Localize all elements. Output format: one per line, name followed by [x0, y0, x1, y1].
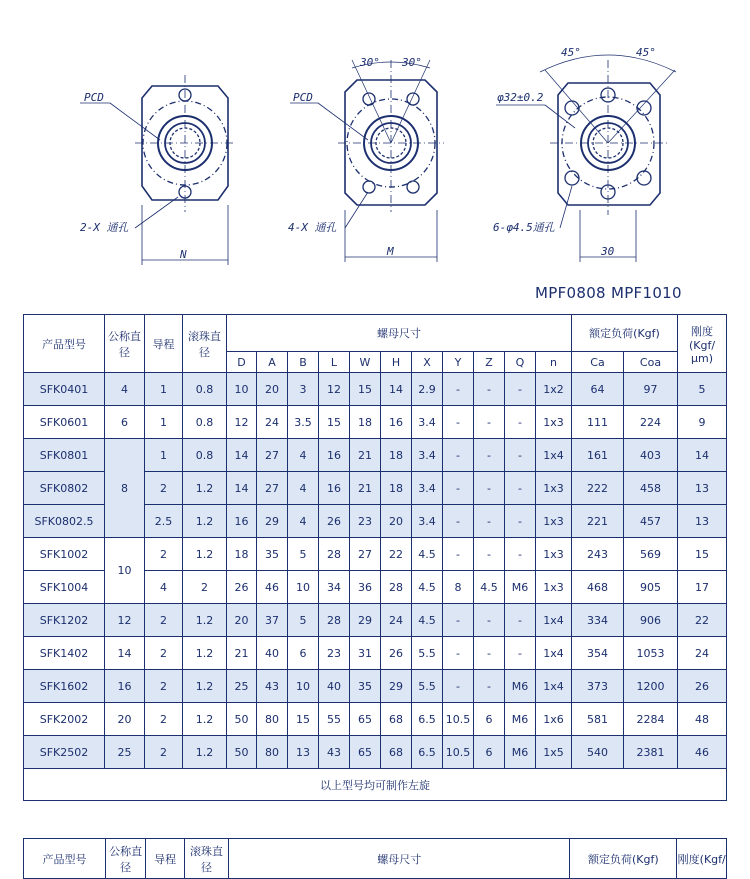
- dim-cell: 14: [227, 439, 257, 472]
- dim-cell: -: [443, 439, 474, 472]
- dim-cell: -: [443, 373, 474, 406]
- dim-cell: 1x3: [536, 505, 572, 538]
- dim-cell: -: [443, 538, 474, 571]
- model-caption: MPF0808 MPF1010: [535, 284, 682, 302]
- nominal-dia-cell: 20: [105, 703, 145, 736]
- header2-nut-dims: 螺母尺寸: [229, 839, 570, 879]
- dim-cell: 50: [227, 703, 257, 736]
- dim-cell: 21: [350, 439, 381, 472]
- dim-cell: -: [474, 604, 505, 637]
- lead-cell: 2: [145, 670, 183, 703]
- stiffness-cell: 17: [678, 571, 727, 604]
- model-cell: SFK1402: [24, 637, 105, 670]
- model-cell: SFK0802: [24, 472, 105, 505]
- dim-cell: M6: [505, 736, 536, 769]
- ball-dia-cell: 1.2: [183, 670, 227, 703]
- dim-cell: 457: [624, 505, 678, 538]
- dim-cell: -: [474, 406, 505, 439]
- table-row: [24, 373, 727, 406]
- dim-cell: 14: [381, 373, 412, 406]
- model-cell: SFK2002: [24, 703, 105, 736]
- subheader: W: [350, 352, 381, 373]
- header2-lead: 导程: [146, 839, 184, 879]
- dim-cell: 23: [350, 505, 381, 538]
- dim-cell: 5: [288, 538, 319, 571]
- lead-cell: 2: [145, 604, 183, 637]
- dim-cell: -: [474, 637, 505, 670]
- dim-cell: 27: [257, 439, 288, 472]
- dim-cell: 65: [350, 703, 381, 736]
- dim-cell: 1x3: [536, 538, 572, 571]
- dim-cell: M6: [505, 571, 536, 604]
- dim-cell: 6.5: [412, 736, 443, 769]
- dim-cell: M6: [505, 670, 536, 703]
- dim-cell: 80: [257, 736, 288, 769]
- dim-cell: M6: [505, 703, 536, 736]
- dim-cell: 1x3: [536, 406, 572, 439]
- table-row: [24, 538, 727, 571]
- dim-cell: -: [505, 472, 536, 505]
- dim-cell: 3.5: [288, 406, 319, 439]
- dim-cell: -: [443, 604, 474, 637]
- dim-cell: 68: [381, 703, 412, 736]
- lead-cell: 2: [145, 703, 183, 736]
- stiffness-cell: 14: [678, 439, 727, 472]
- subheader: L: [319, 352, 350, 373]
- dim-cell: 6.5: [412, 703, 443, 736]
- dim-cell: 581: [572, 703, 624, 736]
- dim-cell: 3.4: [412, 472, 443, 505]
- table-row: [24, 703, 727, 736]
- dim-cell: 10: [227, 373, 257, 406]
- ball-dia-cell: 0.8: [183, 373, 227, 406]
- dim-cell: 10.5: [443, 736, 474, 769]
- dim-cell: 43: [319, 736, 350, 769]
- dim-cell: 224: [624, 406, 678, 439]
- pcd-label-right: φ32±0.2: [497, 91, 544, 104]
- nominal-dia-cell: 4: [105, 373, 145, 406]
- dim-cell: 97: [624, 373, 678, 406]
- dim-cell: 40: [319, 670, 350, 703]
- table-row: [24, 604, 727, 637]
- table-row: [24, 637, 727, 670]
- model-cell: SFK0802.5: [24, 505, 105, 538]
- lead-cell: 2: [145, 472, 183, 505]
- stiffness-cell: 22: [678, 604, 727, 637]
- spec-table-2: [23, 838, 727, 879]
- dim-cell: 29: [350, 604, 381, 637]
- spec-table-body: [24, 373, 727, 769]
- header-nominal-dia: 公称直径: [105, 315, 145, 373]
- header2-model: 产品型号: [24, 839, 106, 879]
- dim-cell: 905: [624, 571, 678, 604]
- dim-cell: 43: [257, 670, 288, 703]
- dim-cell: 1x4: [536, 439, 572, 472]
- ball-dia-cell: 1.2: [183, 505, 227, 538]
- dim-cell: 16: [381, 406, 412, 439]
- header-load: 额定负荷(Kgf): [572, 315, 678, 352]
- dim-cell: 16: [227, 505, 257, 538]
- subheader: n: [536, 352, 572, 373]
- subheader: Coa: [624, 352, 678, 373]
- header2-ball-dia: 滚珠直径: [184, 839, 229, 879]
- header2-nominal-dia: 公称直径: [105, 839, 145, 879]
- dim-cell: 906: [624, 604, 678, 637]
- dim-cell: -: [443, 505, 474, 538]
- flange-drawings: [0, 0, 750, 310]
- lead-cell: 2.5: [145, 505, 183, 538]
- dim-cell: 21: [350, 472, 381, 505]
- dim-cell: 10.5: [443, 703, 474, 736]
- dim-cell: 13: [288, 736, 319, 769]
- dim-cell: 28: [319, 538, 350, 571]
- dim-cell: 3.4: [412, 406, 443, 439]
- lead-cell: 2: [145, 637, 183, 670]
- dim-cell: -: [474, 472, 505, 505]
- table-row: [24, 439, 727, 472]
- pcd-label-left: PCD: [84, 91, 104, 104]
- dim-cell: 27: [257, 472, 288, 505]
- dim-cell: 4.5: [474, 571, 505, 604]
- dim-cell: 20: [227, 604, 257, 637]
- dim-cell: 161: [572, 439, 624, 472]
- stiffness-cell: 48: [678, 703, 727, 736]
- stiffness-cell: 13: [678, 472, 727, 505]
- lead-cell: 1: [145, 406, 183, 439]
- dim-cell: 35: [257, 538, 288, 571]
- dim-cell: 31: [350, 637, 381, 670]
- dim-cell: -: [474, 439, 505, 472]
- ball-dia-cell: 1.2: [183, 472, 227, 505]
- dim-cell: -: [505, 604, 536, 637]
- dim-cell: 55: [319, 703, 350, 736]
- angle-label-right-right: 45°: [636, 46, 656, 59]
- dim-label-middle: M: [387, 245, 394, 258]
- dim-cell: 29: [257, 505, 288, 538]
- nominal-dia-cell: 16: [105, 670, 145, 703]
- dim-cell: 4: [288, 472, 319, 505]
- dim-cell: 354: [572, 637, 624, 670]
- dim-cell: 3: [288, 373, 319, 406]
- header-lead: 导程: [145, 315, 183, 373]
- dim-cell: 25: [227, 670, 257, 703]
- dim-cell: 22: [381, 538, 412, 571]
- dim-label-left: N: [180, 248, 187, 261]
- dim-cell: 540: [572, 736, 624, 769]
- dim-cell: 2381: [624, 736, 678, 769]
- dim-cell: 222: [572, 472, 624, 505]
- ball-dia-cell: 1.2: [183, 736, 227, 769]
- dim-cell: 243: [572, 538, 624, 571]
- dim-cell: 36: [350, 571, 381, 604]
- dim-cell: 6: [474, 703, 505, 736]
- stiffness-cell: 46: [678, 736, 727, 769]
- nominal-dia-cell: 8: [105, 439, 145, 538]
- ball-dia-cell: 0.8: [183, 406, 227, 439]
- header2-load: 额定负荷(Kgf): [570, 839, 677, 879]
- dim-cell: -: [474, 505, 505, 538]
- subheader: H: [381, 352, 412, 373]
- lead-cell: 2: [145, 538, 183, 571]
- dim-cell: 1x3: [536, 571, 572, 604]
- dim-cell: 5.5: [412, 670, 443, 703]
- header2-stiffness: 刚度(Kgf/: [677, 839, 727, 879]
- spec-table: [23, 314, 727, 801]
- model-cell: SFK1202: [24, 604, 105, 637]
- dim-cell: 24: [381, 604, 412, 637]
- dim-cell: 8: [443, 571, 474, 604]
- dim-cell: -: [505, 637, 536, 670]
- dim-cell: -: [505, 538, 536, 571]
- dim-cell: 1x4: [536, 637, 572, 670]
- dim-cell: 18: [381, 439, 412, 472]
- model-cell: SFK0401: [24, 373, 105, 406]
- subheader: Ca: [572, 352, 624, 373]
- subheader: A: [257, 352, 288, 373]
- dim-cell: -: [505, 373, 536, 406]
- ball-dia-cell: 1.2: [183, 604, 227, 637]
- dim-cell: 3.4: [412, 505, 443, 538]
- ball-dia-cell: 1.2: [183, 637, 227, 670]
- table-row: [24, 736, 727, 769]
- stiffness-cell: 13: [678, 505, 727, 538]
- model-cell: SFK1004: [24, 571, 105, 604]
- dim-cell: 373: [572, 670, 624, 703]
- dim-cell: 1x2: [536, 373, 572, 406]
- dim-cell: 65: [350, 736, 381, 769]
- dim-cell: -: [505, 406, 536, 439]
- dim-cell: 68: [381, 736, 412, 769]
- stiffness-cell: 26: [678, 670, 727, 703]
- dim-cell: 15: [350, 373, 381, 406]
- dim-cell: 3.4: [412, 439, 443, 472]
- dim-cell: 5.5: [412, 637, 443, 670]
- dim-cell: -: [505, 505, 536, 538]
- dim-cell: -: [474, 538, 505, 571]
- hole-label-right: 6-φ4.5通孔: [493, 221, 555, 234]
- stiffness-cell: 15: [678, 538, 727, 571]
- dim-cell: -: [443, 670, 474, 703]
- hole-label-left: 2-X 通孔: [80, 221, 129, 234]
- dim-cell: 4.5: [412, 604, 443, 637]
- subheader: X: [412, 352, 443, 373]
- dim-cell: 50: [227, 736, 257, 769]
- dim-cell: 37: [257, 604, 288, 637]
- pcd-label-middle: PCD: [293, 91, 313, 104]
- lead-cell: 1: [145, 439, 183, 472]
- dim-cell: 26: [319, 505, 350, 538]
- dim-cell: 18: [350, 406, 381, 439]
- table-row: [24, 670, 727, 703]
- dim-cell: 468: [572, 571, 624, 604]
- lead-cell: 1: [145, 373, 183, 406]
- table-note: 以上型号均可制作左旋: [24, 769, 727, 801]
- dim-cell: 1x4: [536, 670, 572, 703]
- ball-dia-cell: 2: [183, 571, 227, 604]
- dim-cell: 4: [288, 505, 319, 538]
- dim-cell: -: [443, 406, 474, 439]
- stiffness-cell: 9: [678, 406, 727, 439]
- dim-cell: 16: [319, 439, 350, 472]
- header-stiffness: 刚度(Kgf/μm): [678, 315, 727, 373]
- hole-label-middle: 4-X 通孔: [288, 221, 337, 234]
- dim-cell: 111: [572, 406, 624, 439]
- stiffness-cell: 24: [678, 637, 727, 670]
- dim-cell: 18: [227, 538, 257, 571]
- dim-cell: -: [443, 472, 474, 505]
- dim-cell: 26: [227, 571, 257, 604]
- dim-cell: 403: [624, 439, 678, 472]
- dim-cell: 1200: [624, 670, 678, 703]
- dim-cell: 221: [572, 505, 624, 538]
- dim-cell: 569: [624, 538, 678, 571]
- dim-cell: 29: [381, 670, 412, 703]
- dim-cell: 10: [288, 670, 319, 703]
- dim-cell: 24: [257, 406, 288, 439]
- nominal-dia-cell: 12: [105, 604, 145, 637]
- dim-cell: 1x5: [536, 736, 572, 769]
- table-row: [24, 406, 727, 439]
- lead-cell: 2: [145, 736, 183, 769]
- dim-cell: 34: [319, 571, 350, 604]
- dim-cell: 26: [381, 637, 412, 670]
- dim-cell: 10: [288, 571, 319, 604]
- model-cell: SFK1002: [24, 538, 105, 571]
- dim-cell: 6: [288, 637, 319, 670]
- subheader: Q: [505, 352, 536, 373]
- nominal-dia-cell: 25: [105, 736, 145, 769]
- nominal-dia-cell: 6: [105, 406, 145, 439]
- dim-cell: 1x6: [536, 703, 572, 736]
- dim-cell: 64: [572, 373, 624, 406]
- model-cell: SFK0801: [24, 439, 105, 472]
- lead-cell: 4: [145, 571, 183, 604]
- dim-cell: -: [443, 637, 474, 670]
- dim-cell: 12: [227, 406, 257, 439]
- dim-cell: 40: [257, 637, 288, 670]
- dim-cell: 4.5: [412, 538, 443, 571]
- dim-cell: 12: [319, 373, 350, 406]
- model-cell: SFK0601: [24, 406, 105, 439]
- dim-cell: 5: [288, 604, 319, 637]
- dim-cell: 4.5: [412, 571, 443, 604]
- subheader: D: [227, 352, 257, 373]
- dim-cell: 2.9: [412, 373, 443, 406]
- dim-cell: 334: [572, 604, 624, 637]
- dim-cell: 20: [257, 373, 288, 406]
- dim-cell: 2284: [624, 703, 678, 736]
- dim-cell: 20: [381, 505, 412, 538]
- header-model: 产品型号: [24, 315, 105, 373]
- dim-cell: 46: [257, 571, 288, 604]
- dim-cell: 16: [319, 472, 350, 505]
- dim-cell: 1053: [624, 637, 678, 670]
- subheader: Z: [474, 352, 505, 373]
- subheader: Y: [443, 352, 474, 373]
- nominal-dia-cell: 10: [105, 538, 145, 604]
- ball-dia-cell: 0.8: [183, 439, 227, 472]
- dim-cell: 6: [474, 736, 505, 769]
- dim-cell: 28: [381, 571, 412, 604]
- nominal-dia-cell: 14: [105, 637, 145, 670]
- model-cell: SFK2502: [24, 736, 105, 769]
- angle-label-middle-right: 30°: [402, 56, 422, 69]
- dim-cell: -: [474, 373, 505, 406]
- header-ball-dia: 滚珠直径: [183, 315, 227, 373]
- model-cell: SFK1602: [24, 670, 105, 703]
- dim-cell: 15: [288, 703, 319, 736]
- dim-cell: 458: [624, 472, 678, 505]
- dim-cell: 4: [288, 439, 319, 472]
- subheader: B: [288, 352, 319, 373]
- dim-cell: 23: [319, 637, 350, 670]
- dim-cell: 18: [381, 472, 412, 505]
- angle-label-middle-left: 30°: [360, 56, 380, 69]
- dim-cell: 28: [319, 604, 350, 637]
- dim-cell: 1x4: [536, 604, 572, 637]
- angle-label-right-left: 45°: [561, 46, 581, 59]
- dim-cell: 21: [227, 637, 257, 670]
- stiffness-cell: 5: [678, 373, 727, 406]
- dim-cell: -: [474, 670, 505, 703]
- dim-cell: -: [505, 439, 536, 472]
- dim-cell: 27: [350, 538, 381, 571]
- dim-cell: 1x3: [536, 472, 572, 505]
- dim-cell: 35: [350, 670, 381, 703]
- dim-cell: 80: [257, 703, 288, 736]
- ball-dia-cell: 1.2: [183, 538, 227, 571]
- dim-cell: 15: [319, 406, 350, 439]
- dim-label-right: 30: [601, 245, 615, 258]
- header-nut-dims: 螺母尺寸: [227, 315, 572, 352]
- dim-cell: 14: [227, 472, 257, 505]
- ball-dia-cell: 1.2: [183, 703, 227, 736]
